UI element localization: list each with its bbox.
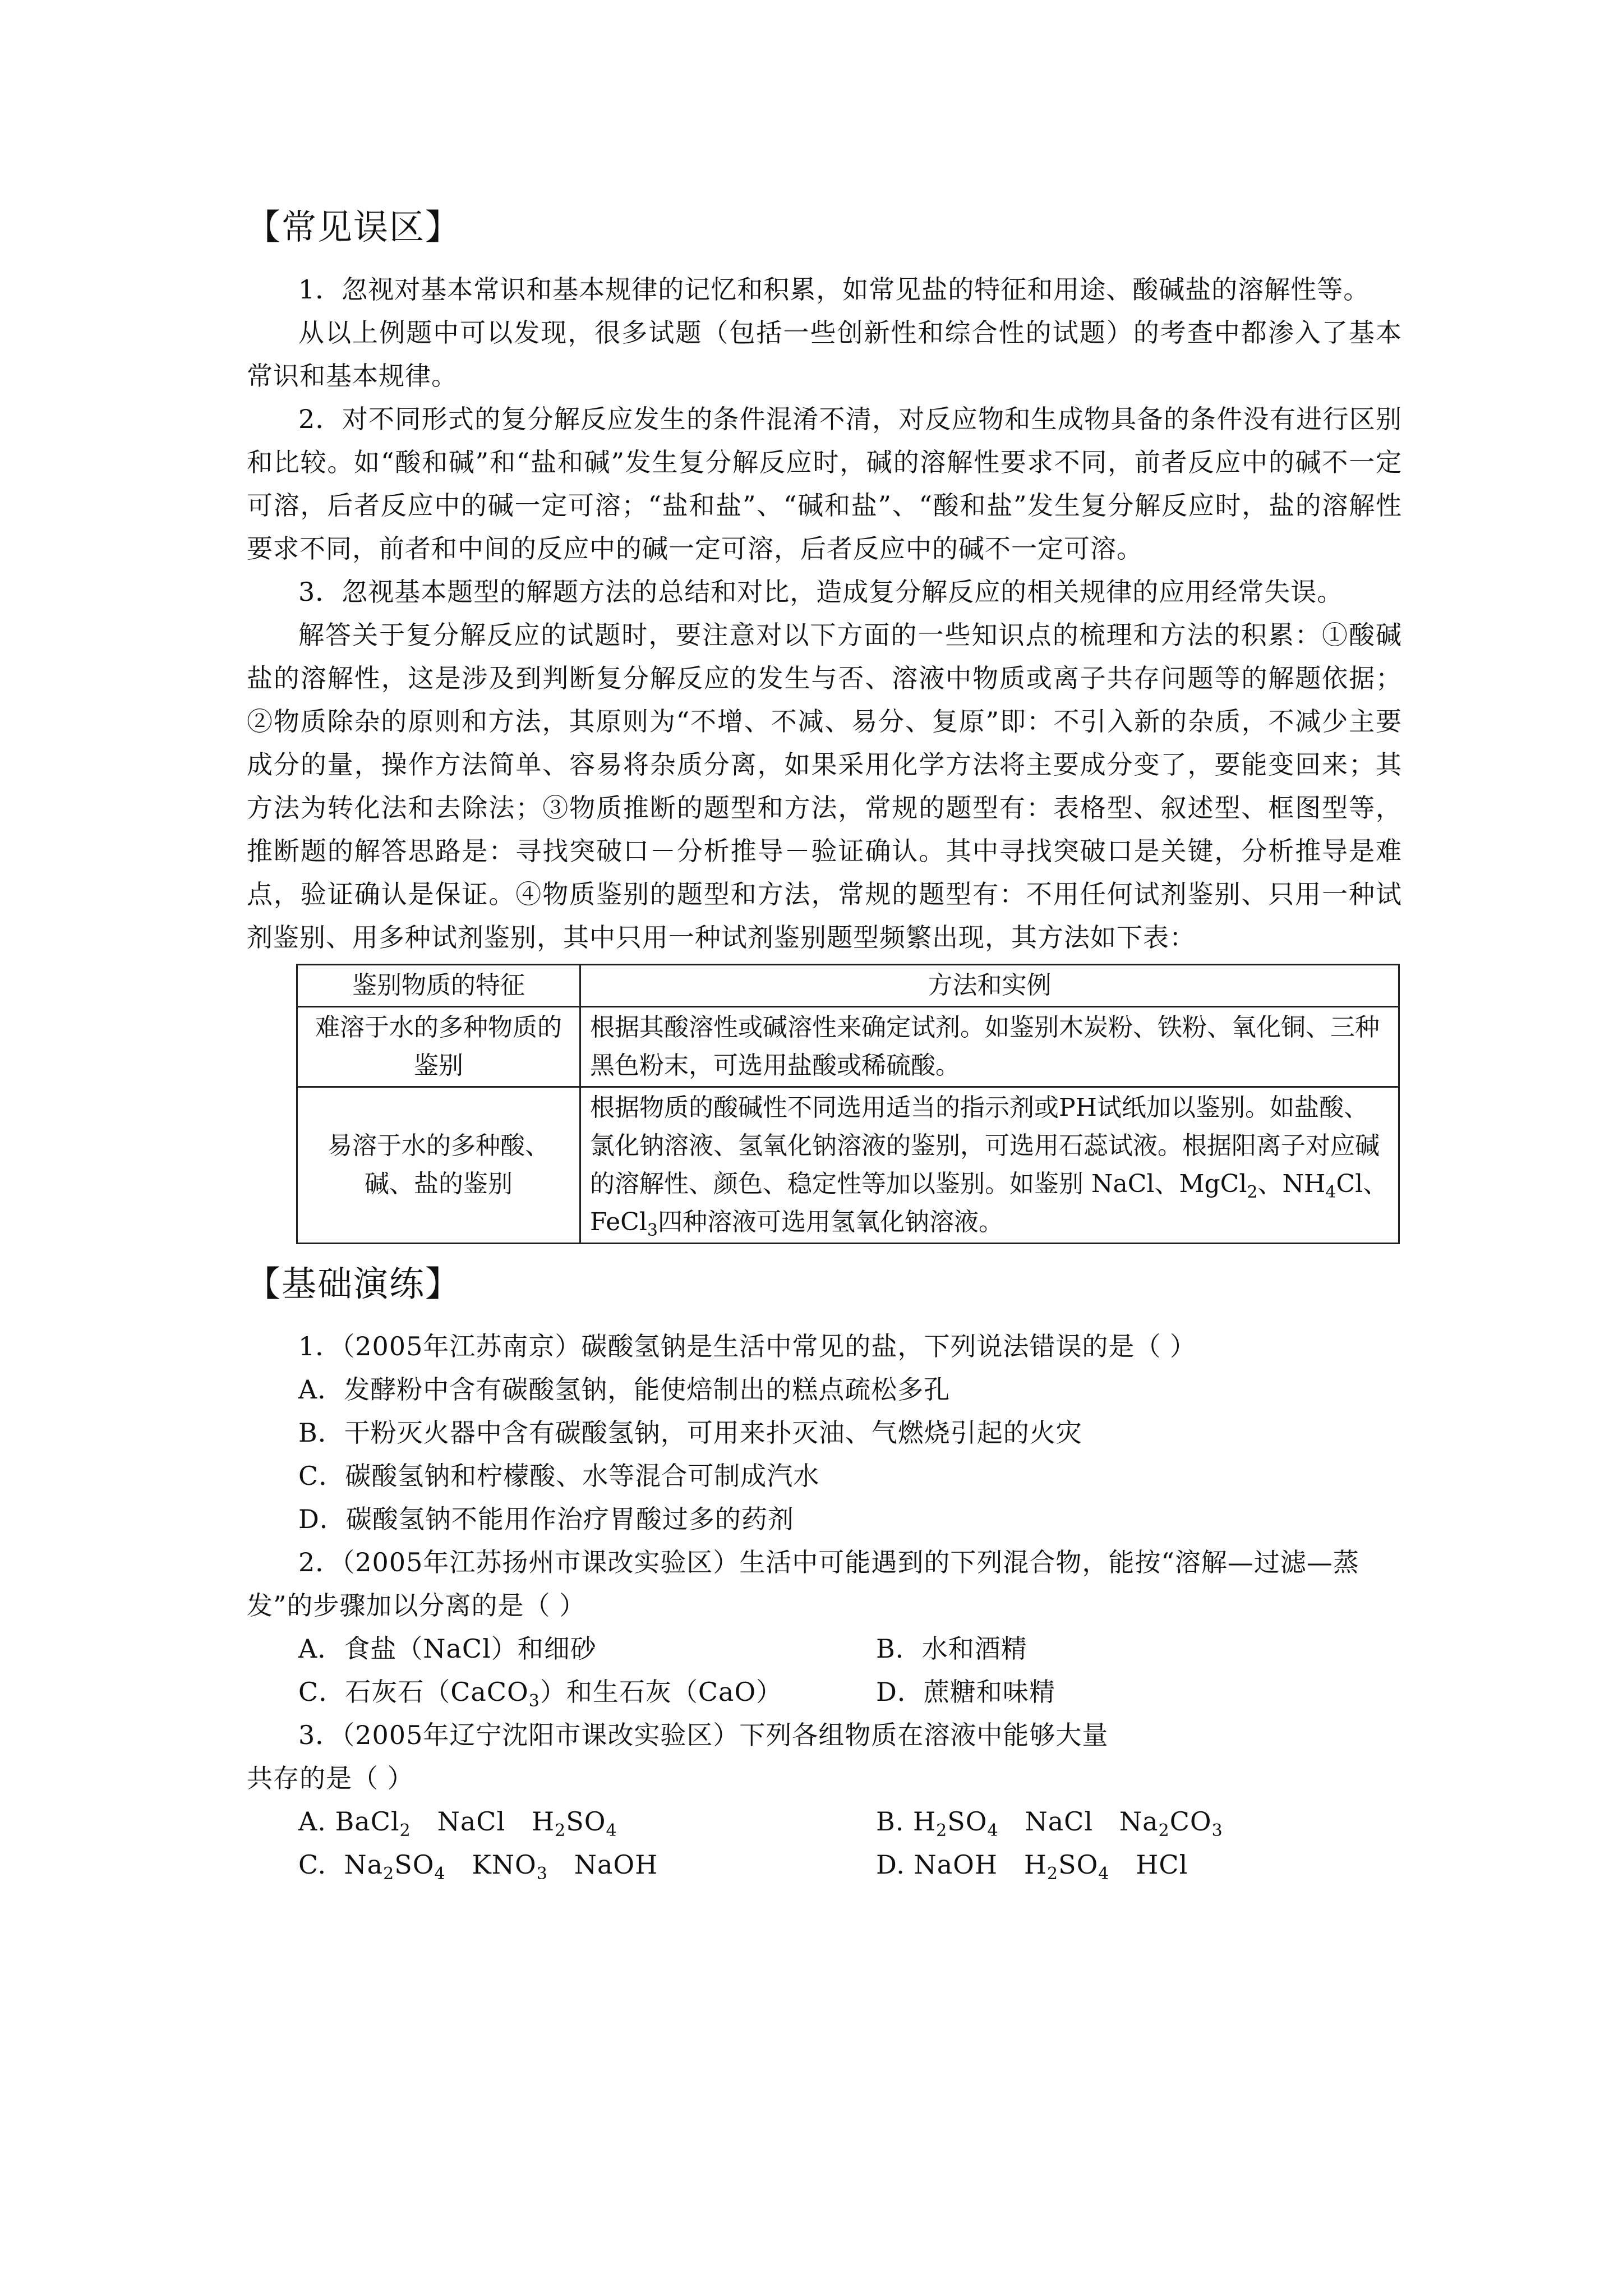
section-heading-common-mistakes: 【常见误区】 xyxy=(246,206,462,247)
option-text-part: KNO xyxy=(445,1849,537,1880)
table-header-feature: 鉴别物质的特征 xyxy=(297,965,580,1007)
question-2-option-d: D．蔗糖和味精 xyxy=(876,1677,1055,1707)
option-text-part: C. Na xyxy=(298,1849,384,1880)
option-text-part: HCl xyxy=(1109,1849,1188,1880)
subscript: 2 xyxy=(936,1821,948,1841)
option-text-part: ）和生石灰（CaO） xyxy=(540,1677,783,1707)
method-text-part: 四种溶液可选用氢氧化钠溶液。 xyxy=(658,1208,1003,1236)
paragraph-mistake-1-note: 从以上例题中可以发现，很多试题（包括一些创新性和综合性的试题）的考查中都渗入了基本常识和基本规律。 xyxy=(247,318,1402,391)
question-3-option-b xyxy=(876,1800,1223,1843)
option-text-part: D. NaOH H xyxy=(876,1849,1047,1880)
subscript: 2 xyxy=(399,1821,411,1841)
subscript: 4 xyxy=(606,1821,617,1841)
question-2-option-c xyxy=(298,1671,876,1714)
question-3-options-row-2 xyxy=(247,1843,1402,1887)
question-2-option-b: B．水和酒精 xyxy=(876,1634,1027,1664)
question-2-options-row-1 xyxy=(247,1627,1402,1671)
subscript: 4 xyxy=(987,1821,999,1841)
paragraph-mistake-1: 1．忽视对基本常识和基本规律的记忆和积累，如常见盐的特征和用途、酸碱盐的溶解性等。 xyxy=(298,274,1370,305)
section-heading-basic-practice: 【基础演练】 xyxy=(246,1263,462,1304)
question-1-option-d: D．碳酸氢钠不能用作治疗胃酸过多的药剂 xyxy=(298,1504,794,1534)
document-content xyxy=(247,202,1402,1887)
subscript: 2 xyxy=(1158,1821,1170,1841)
question-2-option-a: A．食盐（NaCl）和细砂 xyxy=(298,1634,597,1664)
question-3-line-1: 3．（2005年辽宁沈阳市课改实验区）下列各组物质在溶液中能够大量 xyxy=(298,1720,1109,1750)
subscript: 2 xyxy=(1046,1864,1059,1884)
question-3-option-a xyxy=(298,1800,876,1843)
question-1-option-c: C．碳酸氢钠和柠檬酸、水等混合可制成汽水 xyxy=(298,1461,820,1491)
option-text-part: A. BaCl xyxy=(298,1806,400,1837)
option-text-part: NaCl Na xyxy=(998,1806,1159,1837)
table-cell-feature: 难溶于水的多种物质的鉴别 xyxy=(297,1007,580,1087)
subscript: 4 xyxy=(1098,1864,1110,1884)
paragraph-mistake-3: 3．忽视基本题型的解题方法的总结和对比，造成复分解反应的相关规律的应用经常失误。 xyxy=(298,577,1344,607)
subscript: 4 xyxy=(1325,1182,1336,1202)
option-text-part: SO xyxy=(947,1806,988,1837)
question-2-options-row-2 xyxy=(247,1671,1402,1714)
subscript: 2 xyxy=(555,1821,566,1841)
table-row xyxy=(297,1007,1399,1087)
question-1-option-a: A．发酵粉中含有碳酸氢钠，能使焙制出的糕点疏松多孔 xyxy=(298,1374,951,1405)
subscript: 3 xyxy=(528,1691,540,1711)
subscript: 2 xyxy=(383,1864,395,1884)
subscript: 3 xyxy=(536,1864,548,1884)
table-header-method: 方法和实例 xyxy=(580,965,1399,1007)
question-3-option-c xyxy=(298,1843,876,1887)
subscript: 3 xyxy=(647,1220,658,1240)
table-cell-method xyxy=(580,1087,1399,1244)
table-cell-method: 根据其酸溶性或碱溶性来确定试剂。如鉴别木炭粉、铁粉、氧化铜、三种黑色粉末，可选用盐酸或稀硫酸。 xyxy=(580,1007,1399,1087)
table-header-row xyxy=(297,965,1399,1007)
question-1: 1．（2005年江苏南京）碳酸氢钠是生活中常见的盐，下列说法错误的是（ ） xyxy=(298,1331,1196,1361)
question-3-line-2: 共存的是（ ） xyxy=(247,1763,414,1793)
question-1-option-b: B．干粉灭火器中含有碳酸氢钠，可用来扑灭油、气燃烧引起的火灾 xyxy=(298,1418,1082,1448)
paragraph-solving-tips: 解答关于复分解反应的试题时，要注意对以下方面的一些知识点的梳理和方法的积累：①酸碱盐的溶解性，这是涉及到判断复分解反应的发生与否、溶液中物质或离子共存问题等的解题依据；②物质除杂的原则和方法，其原则为“不增、不减、易分、复原”即：不引入新的杂质，不减少主要成分的量，操作方法简单、容易将杂质分离，如果采用化学方法将主要成分变了，要能变回来；其方法为转化法和去除法；③物质推断的题型和方法，常规的题型有：表格型、叙述型、框图型等，推断题的解答思路是：寻找突破口－分析推导－验证确认。其中寻找突破口是关键，分析推导是难点，验证确认是保证。④物质鉴别的题型和方法，常规的题型有：不用任何试剂鉴别、只用一种试剂鉴别、用多种试剂鉴别，其中只用一种试剂鉴别题型频繁出现，其方法如下表： xyxy=(247,620,1402,953)
option-text-part: B. H xyxy=(876,1806,937,1837)
option-text-part: C．石灰石（CaCO xyxy=(298,1677,529,1707)
option-text-part: SO xyxy=(566,1806,606,1837)
method-text-part: 、NH xyxy=(1257,1170,1326,1198)
option-text-part: CO xyxy=(1169,1806,1212,1837)
identification-method-table xyxy=(296,964,1400,1244)
option-text-part: SO xyxy=(394,1849,435,1880)
table-cell-feature: 易溶于水的多种酸、碱、盐的鉴别 xyxy=(297,1087,580,1244)
method-text-part: 根据物质的酸碱性不同选用适当的指示剂或PH试纸加以鉴别。如盐酸、氯化钠溶液、氢氧化钠溶液的鉴别，可选用石蕊试液。根据阳离子对应碱的溶解性、颜色、稳定性等加以鉴别。如鉴别 NaCl、MgCl xyxy=(590,1093,1380,1198)
option-text-part: NaCl H xyxy=(411,1806,555,1837)
question-3-option-d xyxy=(876,1843,1188,1887)
option-text-part: NaOH xyxy=(547,1849,658,1880)
question-3-options-row-1 xyxy=(247,1800,1402,1843)
subscript: 3 xyxy=(1211,1821,1223,1841)
subscript: 4 xyxy=(434,1864,446,1884)
table-row xyxy=(297,1087,1399,1244)
paragraph-mistake-2: 2．对不同形式的复分解反应发生的条件混淆不清，对反应物和生成物具备的条件没有进行区别和比较。如“酸和碱”和“盐和碱”发生复分解反应时，碱的溶解性要求不同，前者反应中的碱不一定可溶，后者反应中的碱一定可溶；“盐和盐”、“碱和盐”、“酸和盐”发生复分解反应时，盐的溶解性要求不同，前者和中间的反应中的碱一定可溶，后者反应中的碱不一定可溶。 xyxy=(247,404,1402,564)
method-text-part: Cl、FeCl xyxy=(590,1170,1388,1236)
subscript: 2 xyxy=(1247,1182,1258,1202)
option-text-part: SO xyxy=(1058,1849,1099,1880)
question-2: 2．（2005年江苏扬州市课改实验区）生活中可能遇到的下列混合物，能按“溶解—过滤—蒸发”的步骤加以分离的是（ ） xyxy=(247,1547,1359,1621)
